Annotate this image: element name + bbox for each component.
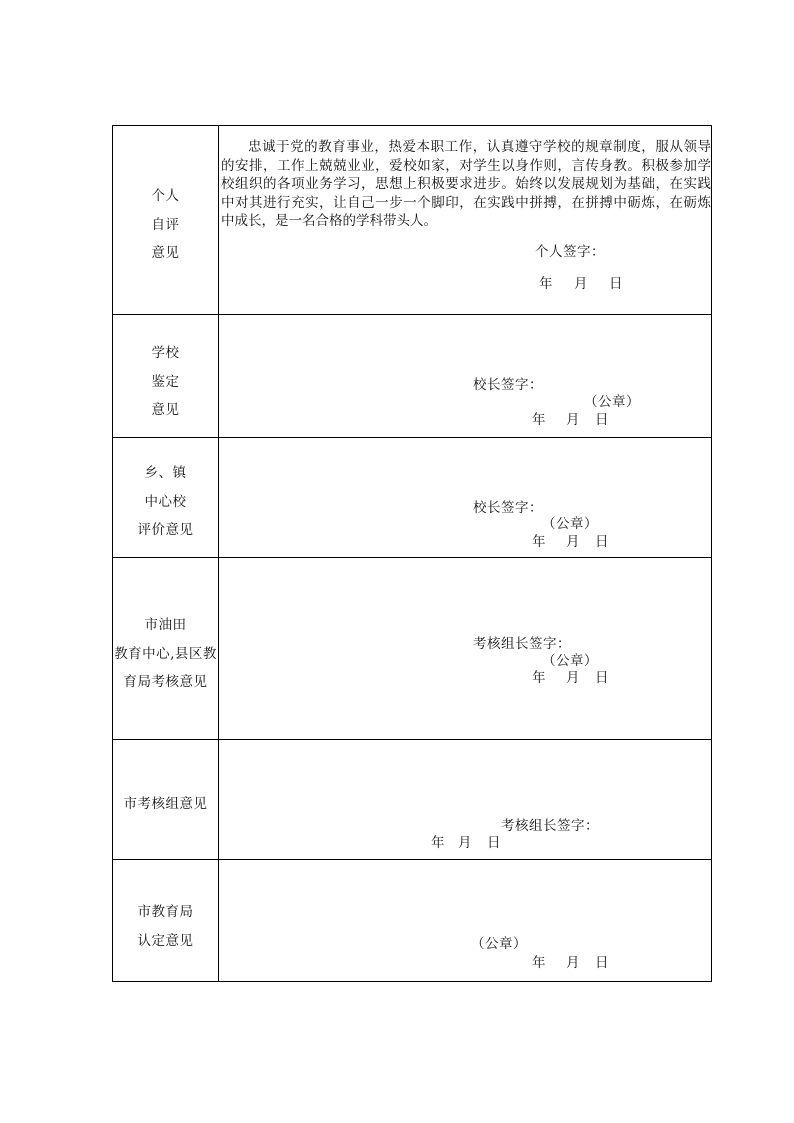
date-day: 日 [595,955,609,971]
label-line: 意见 [151,245,180,261]
date-year: 年 [532,955,546,971]
date-day: 日 [595,534,609,550]
label-block [113,898,218,955]
label-block [113,459,218,545]
paragraph-line: 忠诚于党的教育事业，热爱本职工作，认真遵守学校的规章制度，服从领导 [248,139,711,155]
label-line: 评价意见 [137,522,194,538]
date-day: 日 [609,276,623,292]
label-line: 市教育局 [137,904,194,920]
date-day: 日 [487,835,501,851]
date-month: 月 [566,534,580,550]
row-city-review-group [113,739,711,859]
seal-label: （公章） [471,936,527,952]
row-township-evaluation [113,437,711,557]
seal-label: （公章） [584,394,640,410]
label-line: 自评 [151,216,180,233]
date-month: 月 [566,412,580,428]
label-block [113,611,218,697]
signature-label: 校长签字： [473,377,543,393]
label-cell [113,740,219,859]
content-cell [219,740,711,859]
label-block [113,182,218,268]
evaluation-form-table [112,125,712,982]
paragraph-line: 中对其进行充实，让自己一步一个脚印，在实践中拼搏，在拼搏中砺炼，在砺炼 [221,194,711,211]
label-line: 个人 [151,188,180,204]
date-year: 年 [532,670,546,686]
date-year: 年 [532,412,546,428]
date-month: 月 [566,955,580,971]
date-day: 日 [595,412,609,428]
date-month: 月 [574,276,588,292]
paragraph-line: 中成长，是一名合格的学科带头人。 [221,213,437,229]
label-line: 学校 [151,345,180,361]
paragraph-line: 的安排，工作上兢兢业业，爱校如家，对学生以身作则，言传身教。积极参加学 [221,157,711,174]
label-line: 市考核组意见 [123,796,208,812]
label-cell [113,860,219,981]
label-block [113,790,218,819]
self-evaluation-paragraph [221,138,711,231]
content-cell [219,126,711,314]
signature-label: 校长签字： [473,500,543,516]
date-year: 年 [431,835,445,851]
content-cell [219,438,711,557]
row-city-education-bureau [113,859,711,981]
signature-label: 考核组长签字： [501,818,599,834]
date-month: 月 [566,670,580,686]
label-line: 教育中心,县区教 [114,645,217,662]
label-block [113,339,218,425]
label-cell [113,126,219,314]
label-line: 鉴定 [151,373,180,390]
content-cell [219,860,711,981]
date-year: 年 [532,534,546,550]
label-line: 市油田 [144,617,187,633]
label-cell [113,315,219,437]
label-line: 认定意见 [137,932,194,949]
date-day: 日 [595,670,609,686]
date-year: 年 [539,276,553,292]
label-cell [113,438,219,557]
signature-label: 考核组长签字： [473,636,571,652]
row-self-evaluation [113,126,711,314]
label-line: 意见 [151,402,180,418]
content-cell [219,558,711,739]
paragraph-line: 校组织的各项业务学习，思想上积极要求进步。始终以发展规划为基础，在实践 [221,176,711,192]
date-month: 月 [458,835,472,851]
row-city-oilfield-review [113,557,711,739]
label-cell [113,558,219,739]
label-line: 中心校 [144,493,187,510]
content-cell [219,315,711,437]
label-line: 育局考核意见 [123,674,208,690]
seal-label: （公章） [542,653,598,669]
signature-label: 个人签字： [535,244,605,260]
row-school-appraisal [113,314,711,437]
label-line: 乡、镇 [144,465,187,481]
seal-label: （公章） [542,516,598,532]
